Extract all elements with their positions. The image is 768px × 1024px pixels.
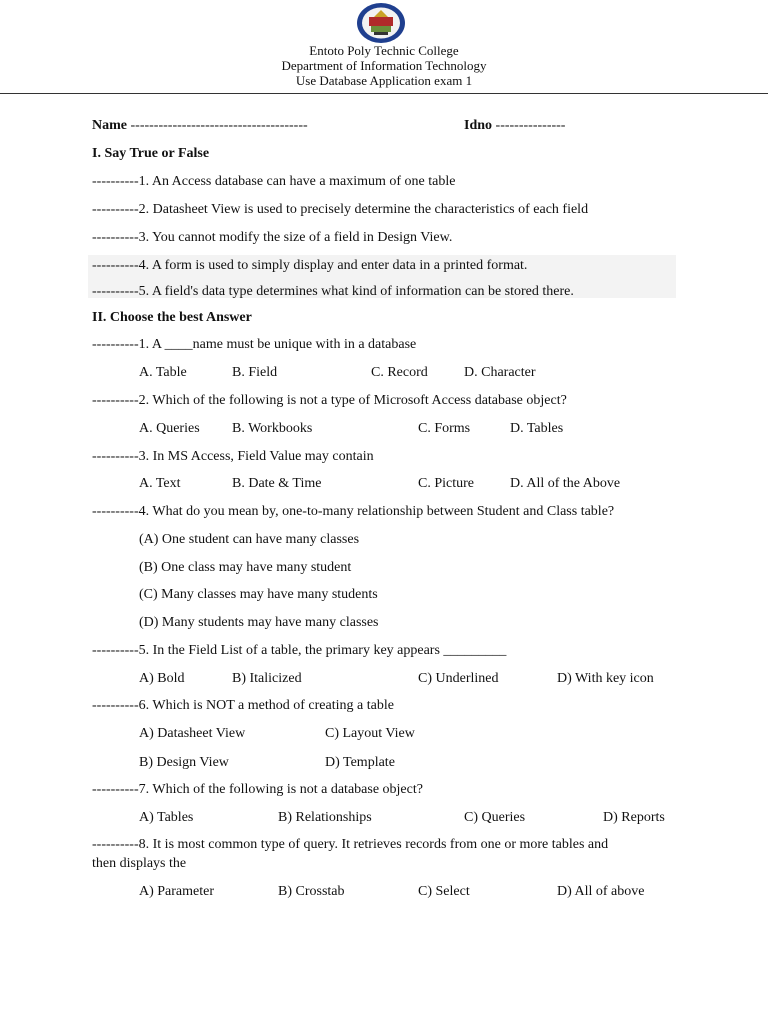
question-6: ----------6. Which is NOT a method of creating a table <box>92 698 394 713</box>
college-seal-logo <box>356 2 406 44</box>
q2-option-b: B. Workbooks <box>232 421 313 436</box>
college-name: Entoto Poly Technic College <box>309 43 459 58</box>
q8-option-c: C) Select <box>418 884 470 899</box>
q4-option-a: (A) One student can have many classes <box>139 532 360 547</box>
tf-item-4: ----------4. A form is used to simply display and enter data in a printed format. <box>92 258 528 273</box>
name-blank: -------------------------------------- <box>130 118 308 133</box>
q3-option-a: A. Text <box>139 476 181 491</box>
question-2: ----------2. Which of the following is not a type of Microsoft Access database object? <box>92 393 567 408</box>
q5-option-b: B) Italicized <box>232 671 302 686</box>
q4-option-d: (D) Many students may have many classes <box>139 615 379 630</box>
q2-option-a: A. Queries <box>139 421 200 436</box>
question-8-continued: then displays the <box>92 856 187 871</box>
idno-field <box>464 118 565 134</box>
q3-option-c: C. Picture <box>418 476 474 491</box>
q4-option-c: (C) Many classes may have many students <box>139 587 378 602</box>
idno-label: Idno <box>464 118 493 133</box>
q6-option-a: A) Datasheet View <box>139 726 246 741</box>
question-3: ----------3. In MS Access, Field Value may contain <box>92 449 374 464</box>
q5-option-c: C) Underlined <box>418 671 499 686</box>
exam-title: Use Database Application exam 1 <box>295 73 473 88</box>
tf-item-1: ----------1. An Access database can have a maximum of one table <box>92 174 456 189</box>
q1-option-d: D. Character <box>464 365 536 380</box>
q6-option-d: D) Template <box>325 755 395 770</box>
q4-option-b: (B) One class may have many student <box>139 560 352 575</box>
question-7: ----------7. Which of the following is not a database object? <box>92 782 423 797</box>
q8-option-d: D) All of above <box>557 884 645 899</box>
q6-option-b: B) Design View <box>139 755 229 770</box>
q5-option-a: A) Bold <box>139 671 185 686</box>
header-divider <box>0 93 768 94</box>
q3-option-d: D. All of the Above <box>510 476 621 491</box>
name-label: Name <box>92 118 127 133</box>
q1-option-c: C. Record <box>371 365 428 380</box>
q1-option-b: B. Field <box>232 365 278 380</box>
q7-option-a: A) Tables <box>139 810 194 825</box>
question-4: ----------4. What do you mean by, one-to-many relationship between Student and Class table? <box>92 504 615 519</box>
tf-item-3: ----------3. You cannot modify the size of a field in Design View. <box>92 230 453 245</box>
tf-item-2: ----------2. Datasheet View is used to precisely determine the characteristics of each field <box>92 202 589 217</box>
idno-blank: --------------- <box>495 118 566 133</box>
q7-option-d: D) Reports <box>603 810 665 825</box>
name-field <box>92 118 308 134</box>
question-1: ----------1. A ____name must be unique with in a database <box>92 337 417 352</box>
tf-item-5: ----------5. A field's data type determines what kind of information can be stored there. <box>92 284 574 299</box>
q6-option-c: C) Layout View <box>325 726 415 741</box>
department-name: Department of Information Technology <box>281 58 487 73</box>
q8-option-a: A) Parameter <box>139 884 215 899</box>
q7-option-b: B) Relationships <box>278 810 372 825</box>
q1-option-a: A. Table <box>139 365 187 380</box>
q7-option-c: C) Queries <box>464 810 526 825</box>
q8-option-b: B) Crosstab <box>278 884 345 899</box>
section-2-title: II. Choose the best Answer <box>92 310 252 325</box>
section-1-title: I. Say True or False <box>92 146 210 161</box>
q2-option-d: D. Tables <box>510 421 564 436</box>
q2-option-c: C. Forms <box>418 421 471 436</box>
question-5: ----------5. In the Field List of a table, the primary key appears _________ <box>92 643 507 658</box>
question-8: ----------8. It is most common type of query. It retrieves records from one or more tables and <box>92 837 609 852</box>
q3-option-b: B. Date & Time <box>232 476 322 491</box>
q5-option-d: D) With key icon <box>557 671 654 686</box>
